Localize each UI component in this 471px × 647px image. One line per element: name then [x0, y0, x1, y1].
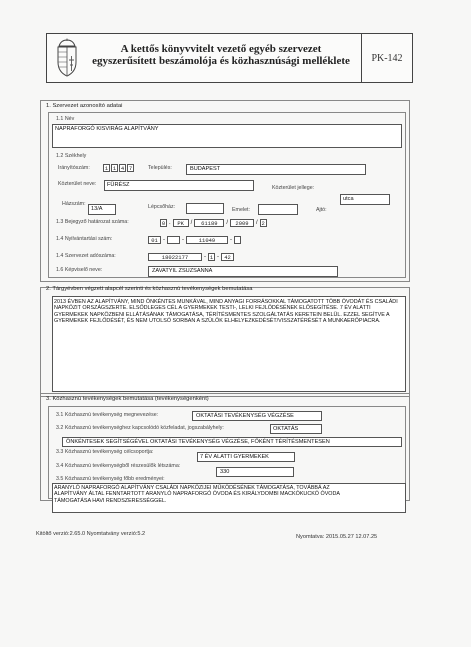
activities-text: 2013 ÉVBEN AZ ALAPÍTVÁNY, MIND ÖNKÉNTES MUNKÁVAL, MIND ANYAGI FORRÁSOKKAL TÁMOGATOTT TÖBB ÓVODÁT ÉS CSALÁDI NAPKÖZIT ORSZÁGSZERTE. ELSŐDLEGES CÉL A GYERMEKEK TESTI-, LELKI FEJLŐDÉSÉNEK ELŐSEGÍTÉSE. 7 ÉV ALATTI GYERMEKEK NAPKÖZBENI ELLÁTÁSÁNAK TÁMOGATÁSA, TÉRÍTÉSMENTES SZOLGÁLTATÁS KERETEIN BELÜL. EZZEL SEGÍTVE A GYERMEKEK FEJLŐDÉSÉT, ÉS NEM UTOLSÓ SORBAN A SZÜLŐK ELHELYEZKEDÉSÉT/VISSZATÉRÉSÉT A MUNKAERŐPIACRA. — [54, 299, 398, 325]
zip-digit[interactable]: 1 — [112, 165, 117, 172]
seat-label: 1.2 Székhely — [56, 153, 87, 159]
section2-heading: 2. Tárgyévben végzett alapcél szerinti és közhasznú tevékenységek bemutatása — [46, 286, 253, 292]
stairs-label: Lépcsőház: — [148, 204, 176, 210]
public-duty-value: OKTATÁS — [273, 426, 299, 432]
street-type-value: utca — [343, 196, 354, 202]
door-label: Ajtó: — [316, 207, 327, 213]
beneficiaries-value: 330 — [220, 469, 230, 475]
zip-field[interactable] — [103, 164, 134, 172]
activity-name-value: OKTATÁSI TEVÉKENYSÉG VÉGZÉSE — [196, 413, 294, 419]
record-label: 1.4 Nyilvántartási szám: — [56, 236, 113, 242]
activity-name-label: 3.1 Közhasznú tevékenység megnevezése: — [56, 412, 159, 418]
header-frame — [46, 33, 413, 83]
street-name-label: Közterület neve: — [58, 181, 97, 187]
section1-heading: 1. Szervezet azonosító adatai — [46, 103, 123, 109]
tax-part[interactable]: 42 — [221, 253, 234, 261]
representative-value: ZAVATYIL ZSUZSANNA — [152, 268, 213, 274]
form-title-line2: egyszerűsített beszámolója és közhasznúsági melléklete — [92, 55, 350, 67]
results-text: ARANYLÓ NAPRAFORGÓ ALAPÍTVÁNY CSALÁDI NAPKÖZIJEI MŰKÖDÉSÉNEK TÁMOGATÁSA, TOVÁBBÁ AZ ALAPÍTVÁNY ÁLTAL FENNTARTOTT ARANYLÓ NAPRAFORGÓ ÓVODA ÉS KIRÁLYDOMBI MACKÓKUCKÓ ÓVODA TÁMOGATÁSA HAVI RENDSZERESSÉGGEL. — [54, 485, 340, 504]
registry-part[interactable]: 2 — [261, 220, 265, 227]
section3-heading: 3. Közhasznú tevékenységek bemutatása (tevékenységenként) — [46, 396, 209, 402]
zip-digit[interactable]: 1 — [104, 165, 109, 172]
registry-part[interactable]: 0 — [161, 220, 166, 227]
record-field[interactable]: 01 - - 11049 - — [148, 236, 241, 244]
target-group-label: 3.3 Közhasznú tevékenység célcsoportja: — [56, 449, 154, 455]
organization-name-value: NAPRAFORGÓ KISVIRÁG ALAPÍTVÁNY — [55, 126, 159, 132]
public-duty-label: 3.2 Közhasznú tevékenységhez kapcsolódó közfeladat, jogszabályhely: — [56, 425, 224, 431]
form-code: PK-142 — [371, 53, 403, 64]
city-value: BUDAPEST — [190, 166, 221, 172]
record-part[interactable]: 11049 — [186, 236, 228, 244]
floor-field[interactable] — [258, 204, 298, 215]
zip-digit[interactable]: 7 — [128, 165, 133, 172]
public-duty-extra-value: ÖNKÉNTESEK SEGÍTSÉGÉVEL OKTATÁSI TEVÉKENYSÉG VÉGZÉSE, FŐKÉNT TÉRÍTÉSMENTESEN — [66, 439, 330, 445]
street-type-label: Közterület jellege: — [272, 185, 315, 191]
coat-of-arms-icon — [53, 38, 81, 78]
registry-part[interactable]: 61189 — [194, 219, 224, 227]
zip-label: Irányítószám: — [58, 165, 90, 171]
house-label: Házszám: — [62, 201, 86, 207]
registry-part[interactable]: 2009 — [230, 219, 254, 227]
print-timestamp: Nyomtatva: 2015.05.27 12.07.25 — [296, 534, 378, 540]
target-group-value: 7 ÉV ALATTI GYERMEKEK — [200, 454, 269, 460]
tax-label: 1.4 Szervezet adószáma: — [56, 253, 116, 259]
tax-part[interactable]: 18022177 — [148, 253, 202, 261]
form-title-line1: A kettős könyvvitelt vezető egyéb szervezet — [120, 43, 322, 55]
results-label: 3.5 Közhasznú tevékenység főbb eredményei: — [56, 476, 165, 482]
floor-label: Emelet: — [232, 207, 250, 213]
registry-part[interactable]: PK — [173, 219, 189, 227]
record-part[interactable]: 01 — [148, 236, 161, 244]
street-name-value: FÜRÉSZ — [107, 182, 130, 188]
zip-digit[interactable]: 4 — [120, 165, 125, 172]
name-label: 1.1 Név — [56, 116, 75, 122]
city-label: Település: — [148, 165, 172, 171]
stairs-field[interactable] — [186, 203, 224, 214]
registry-field[interactable]: 0 . PK / 61189 / 2009 / 2 — [161, 220, 265, 227]
rep-label: 1.6 Képviselő neve: — [56, 267, 103, 273]
tax-part[interactable]: 1 — [209, 254, 214, 261]
house-value: 13/A — [91, 206, 103, 212]
beneficiaries-label: 3.4 Közhasznú tevékenységből részesülők létszáma: — [56, 463, 181, 469]
registry-label: 1.3 Bejegyző határozat száma: — [56, 219, 129, 225]
tax-field[interactable]: 18022177 - 1 - 42 — [148, 253, 234, 261]
record-part[interactable] — [167, 236, 180, 244]
record-part-empty[interactable] — [234, 236, 241, 244]
version-info: Kitöltő verzió:2.65.0 Nyomtatvány verzió:5.2 — [36, 531, 146, 537]
